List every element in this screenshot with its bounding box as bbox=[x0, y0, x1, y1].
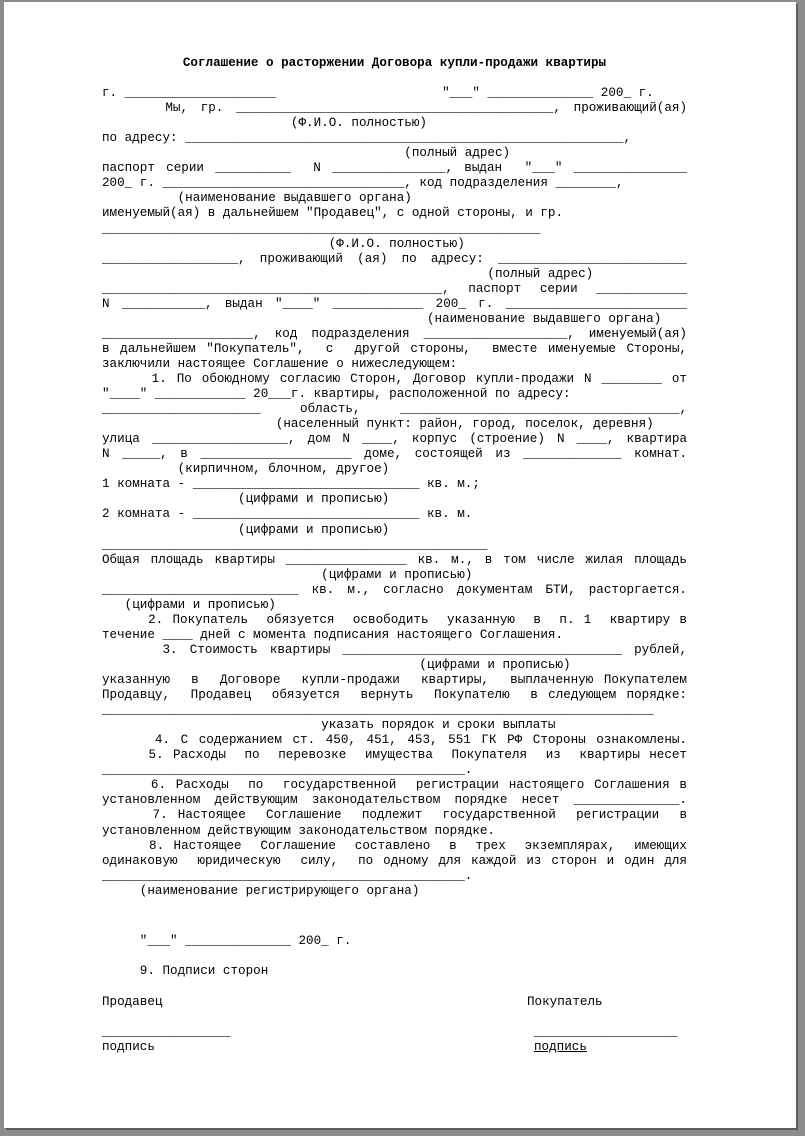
document-title: Соглашение о расторжении Договора купли-продажи квартиры bbox=[182, 56, 607, 70]
text-line: (наименование регистрирующего органа) bbox=[102, 883, 420, 898]
text-line: одинаковую юридическую силу, по одному для каждой из сторон и один для bbox=[102, 853, 687, 868]
seller-label: Продавец bbox=[102, 995, 163, 1009]
text-line: _____________________________________________, паспорт серии ____________ bbox=[102, 281, 687, 296]
text-line: _____________________ область, _____________________________________, bbox=[102, 402, 687, 417]
text-line: 6. Расходы по государственной регистрации настоящего Соглашения в bbox=[102, 778, 687, 793]
text-line: 2. Покупатель обязуется освободить указанную в п. 1 квартиру в bbox=[102, 612, 687, 627]
text-line: N ___________, выдан "____" ____________ 200_ г. ________________________ bbox=[102, 296, 687, 311]
text-line: установленном действующим законодательством порядке несет ______________. bbox=[102, 793, 687, 808]
text-line: (кирпичном, блочном, другое) bbox=[102, 462, 390, 477]
buyer-signature-caption-text: подпись bbox=[534, 1040, 587, 1054]
signing-date-line: "___" ______________ 200_ г. bbox=[102, 934, 352, 948]
text-line: (наименование выдавшего органа) bbox=[102, 311, 662, 326]
text-line: 4. С содержанием ст. 450, 451, 453, 551 ГК РФ Стороны ознакомлены. bbox=[102, 733, 687, 748]
text-line: __________________________ кв. м., согласно документам БТИ, расторгается. bbox=[102, 582, 687, 597]
text-line: (полный адрес) bbox=[102, 266, 594, 281]
text-line: N _____, в ____________________ доме, состоящей из _____________ комнат. bbox=[102, 447, 687, 462]
text-line: 7. Настоящее Соглашение подлежит государственной регистрации в bbox=[102, 808, 687, 823]
text-line: (Ф.И.О. полностью) bbox=[102, 236, 465, 251]
text-line: (Ф.И.О. полностью) bbox=[102, 116, 427, 131]
buyer-label: Покупатель bbox=[527, 995, 603, 1009]
document-page bbox=[4, 2, 796, 1128]
text-line: ________________________________________________. bbox=[102, 868, 473, 883]
section-9-heading: 9. Подписи сторон bbox=[102, 964, 269, 978]
text-line: по адресу: __________________________________________________________, bbox=[102, 131, 632, 146]
text-line: 5. Расходы по перевозке имущества Покупателя из квартиры несет bbox=[102, 748, 687, 763]
buyer-signature-caption bbox=[534, 1039, 587, 1055]
text-line: 8. Настоящее Соглашение составлено в трех экземплярах, имеющих bbox=[102, 838, 687, 853]
text-line: 1 комната - ______________________________ кв. м.; bbox=[102, 477, 480, 492]
text-line: в дальнейшем "Покупатель", с другой стороны, вместе именуемые Стороны, bbox=[102, 341, 687, 356]
text-line: заключили настоящее Соглашение о нижеследующем: bbox=[102, 356, 458, 371]
text-line: 200_ г. ________________________________, код подразделения ________, bbox=[102, 176, 624, 191]
text-line: ____________________, код подразделения ___________________, именуемый(ая) bbox=[102, 326, 687, 341]
text-line: (населенный пункт: район, город, поселок, деревня) bbox=[102, 417, 654, 432]
text-line: (цифрами и прописью) bbox=[102, 597, 276, 612]
text-line: Общая площадь квартиры ________________ кв. м., в том числе жилая площадь bbox=[102, 552, 687, 567]
text-line: 1. По обоюдному согласию Сторон, Договор купли-продажи N ________ от bbox=[102, 371, 687, 386]
text-line: Продавцу, Продавец обязуется вернуть Покупателю в следующем порядке: bbox=[102, 688, 687, 702]
text-line: (цифрами и прописью) bbox=[102, 492, 390, 507]
text-line: (цифрами и прописью) bbox=[102, 657, 571, 672]
text-line: (цифрами и прописью) bbox=[102, 522, 390, 537]
text-line: 2 комната - ______________________________ кв. м. bbox=[102, 507, 473, 522]
seller-signature-caption: подпись bbox=[102, 1040, 155, 1054]
text-line: _________________________________________________________________________ bbox=[102, 703, 654, 718]
text-line: (цифрами и прописью) bbox=[102, 567, 473, 582]
text-line: указать порядок и сроки выплаты bbox=[102, 718, 556, 733]
text-line: __________________, проживающий (ая) по адресу: _________________________ bbox=[102, 251, 687, 266]
text-line: ___________________________________________________ bbox=[102, 537, 488, 552]
text-line: именуемый(ая) в дальнейшем "Продавец", с одной стороны, и гр. bbox=[102, 206, 564, 221]
text-line: __________________________________________________________ bbox=[102, 221, 541, 236]
text-line: течение ____ дней с момента подписания настоящего Соглашения. bbox=[102, 627, 564, 642]
text-line: паспорт серии __________ N _______________, выдан "___" _______________ bbox=[102, 161, 687, 176]
seller-signature-line: _________________ bbox=[102, 1025, 231, 1039]
text-line: указанную в Договоре купли-продажи квартиры, выплаченную Покупателем bbox=[102, 673, 687, 687]
text-line: Мы, гр. __________________________________________, проживающий(ая) bbox=[102, 101, 687, 115]
text-line: (наименование выдавшего органа) bbox=[102, 191, 412, 206]
text-line: установленном действующим законодательством порядке. bbox=[102, 823, 495, 838]
text-line: "____" ____________ 20___г. квартиры, расположенной по адресу: bbox=[102, 387, 571, 401]
buyer-signature-line: ___________________ bbox=[534, 1025, 678, 1039]
text-line: (полный адрес) bbox=[102, 146, 511, 161]
text-line: 3. Стоимость квартиры _____________________________________ рублей, bbox=[102, 642, 687, 657]
text-line: г. ____________________ "___" ______________ 200_ г. bbox=[102, 86, 654, 100]
text-line: улица __________________, дом N ____, корпус (строение) N ____, квартира bbox=[102, 432, 687, 447]
text-line: ________________________________________________. bbox=[102, 763, 473, 778]
